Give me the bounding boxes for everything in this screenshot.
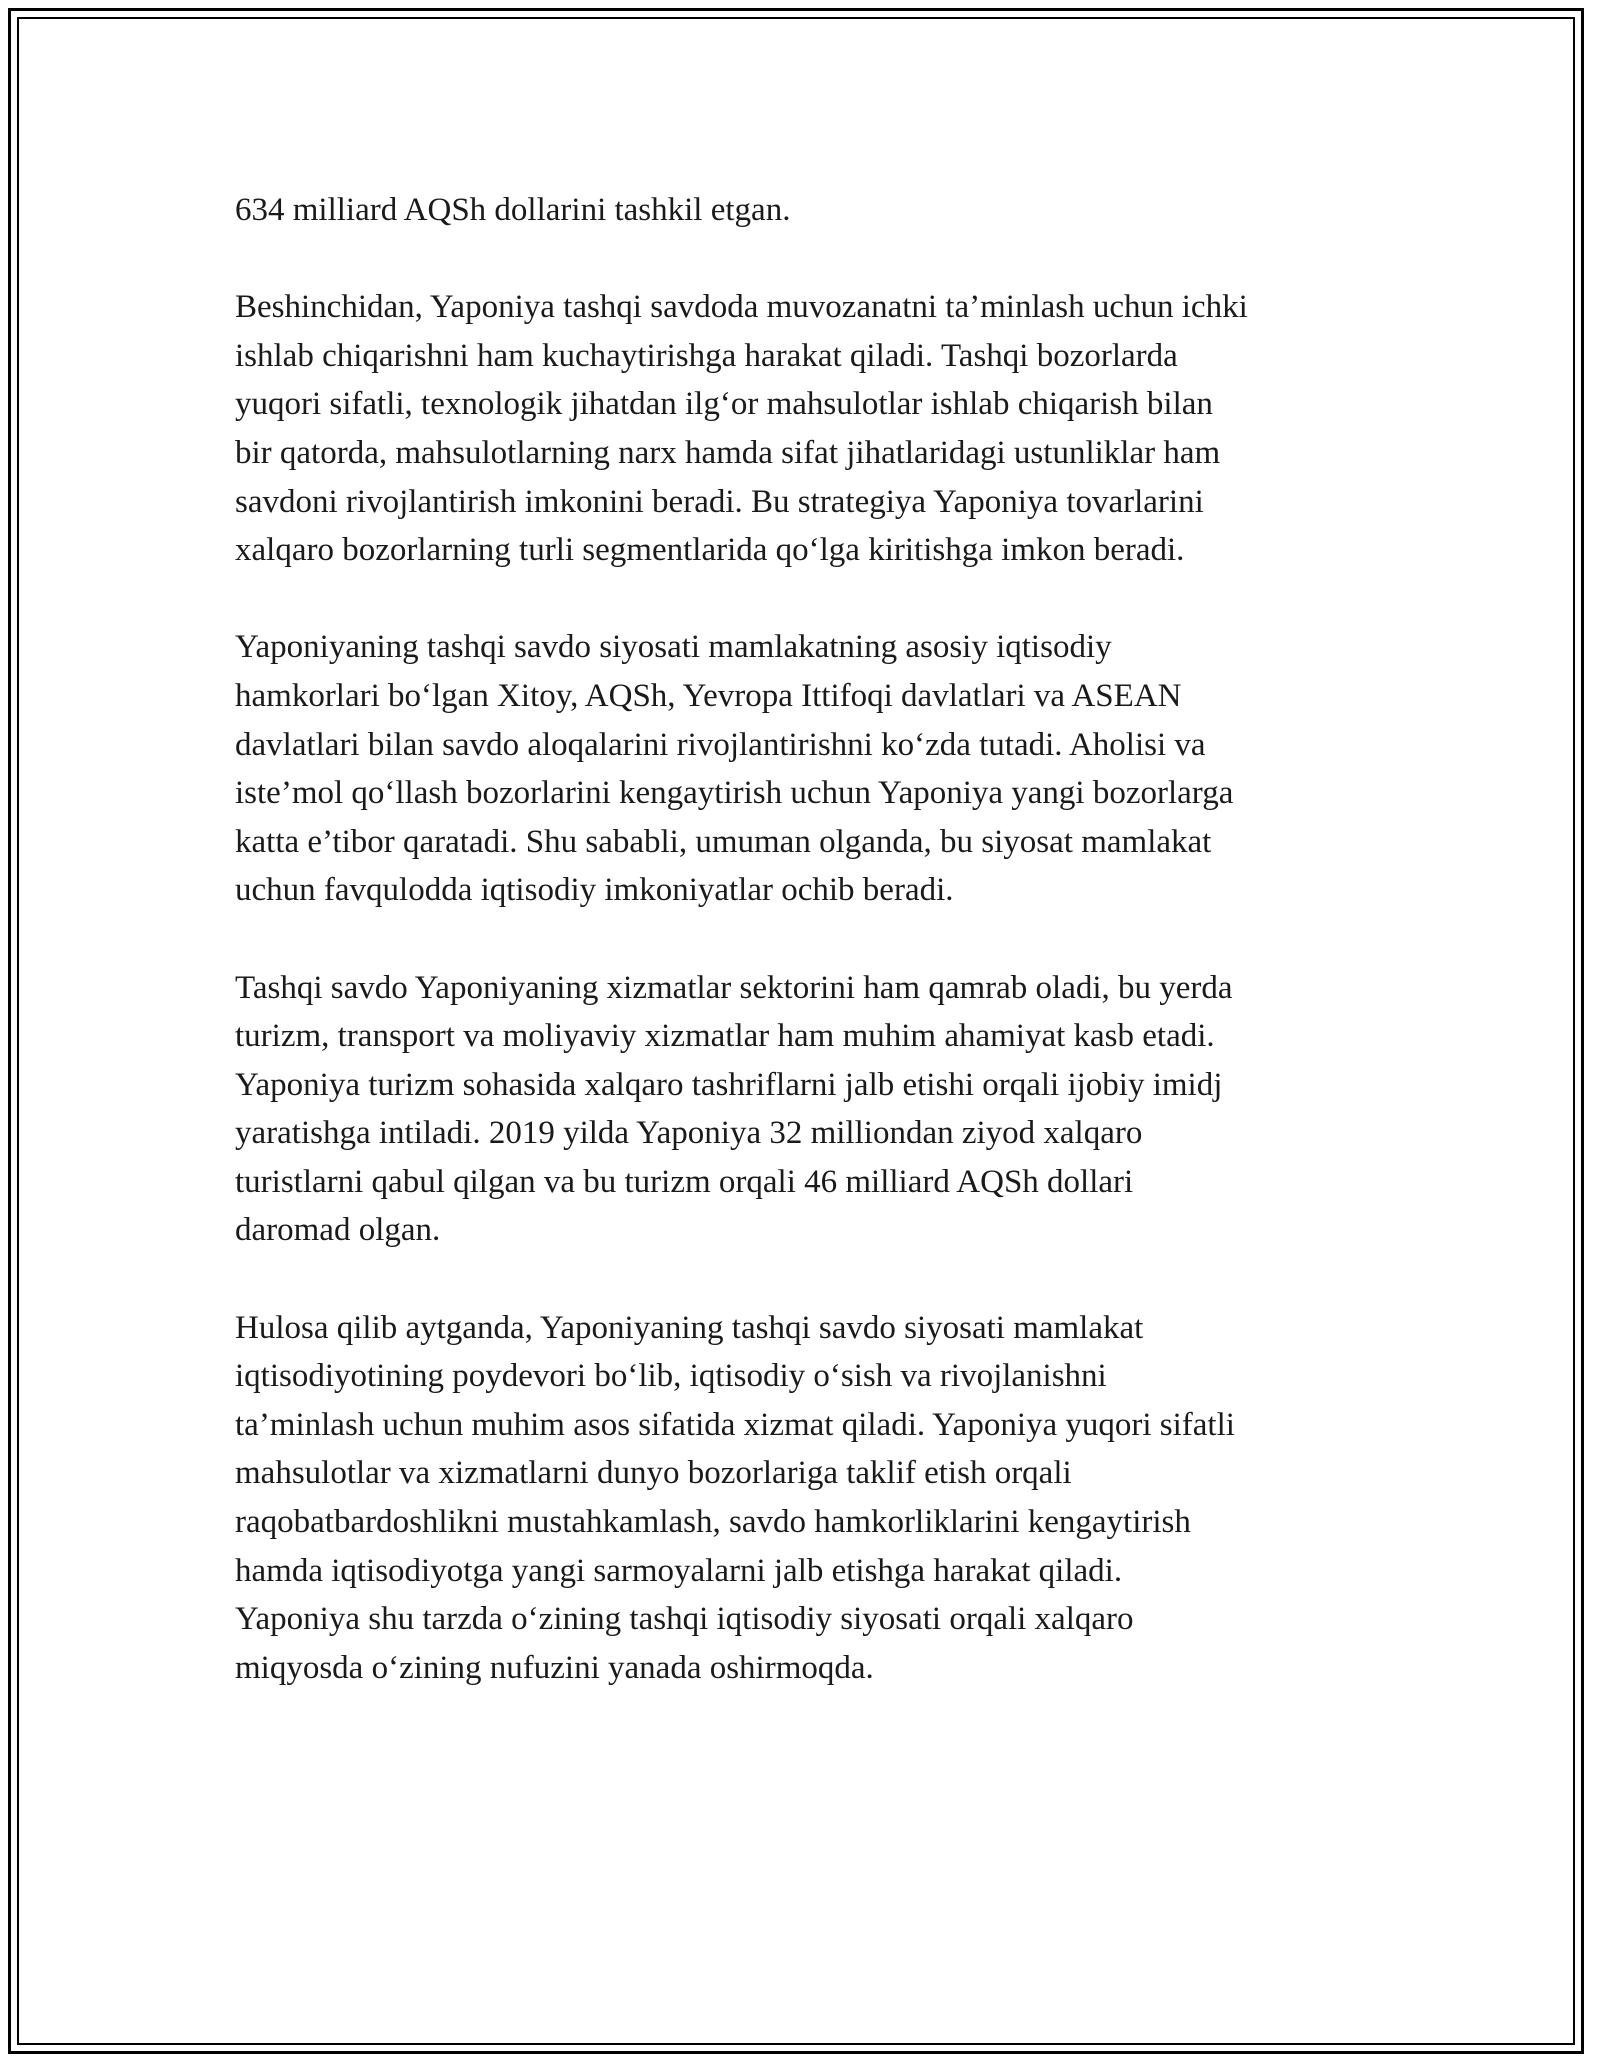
text-line: daromad olgan. bbox=[235, 1212, 441, 1249]
text-line: turistlarni qabul qilgan va bu turizm orqali 46 milliard AQSh dollari bbox=[235, 1163, 1134, 1200]
text-line: Beshinchidan, Yaponiya tashqi savdoda muvozanatni ta’minlash uchun ichki bbox=[235, 289, 1248, 326]
text-line: bir qatorda, mahsulotlarning narx hamda sifat jihatlaridagi ustunliklar ham bbox=[235, 434, 1221, 471]
paragraph-conclusion bbox=[235, 1304, 1385, 1693]
text-line: mahsulotlar va xizmatlarni dunyo bozorlariga taklif etish orqali bbox=[235, 1455, 1072, 1492]
text-line: Hulosa qilib aytganda, Yaponiyaning tashqi savdo siyosati mamlakat bbox=[235, 1309, 1144, 1346]
text-line: uchun favqulodda iqtisodiy imkoniyatlar ochib beradi. bbox=[235, 872, 954, 909]
text-line: iqtisodiyotining poydevori bo‘lib, iqtisodiy o‘sish va rivojlanishni bbox=[235, 1358, 1107, 1395]
paragraph-continuation bbox=[235, 186, 1385, 235]
text-line: Yaponiyaning tashqi savdo siyosati mamlakatning asosiy iqtisodiy bbox=[235, 629, 1112, 666]
paragraph-domestic-production bbox=[235, 283, 1385, 575]
text-line: yaratishga intiladi. 2019 yilda Yaponiya 32 milliondan ziyod xalqaro bbox=[235, 1115, 1143, 1152]
text-line: katta e’tibor qaratadi. Shu sababli, umuman olganda, bu siyosat mamlakat bbox=[235, 823, 1212, 860]
text-line: savdoni rivojlantirish imkonini beradi. Bu strategiya Yaponiya tovarlarini bbox=[235, 483, 1204, 520]
text-line: ta’minlash uchun muhim asos sifatida xizmat qiladi. Yaponiya yuqori sifatli bbox=[235, 1406, 1235, 1443]
text-line: raqobatbardoshlikni mustahkamlash, savdo hamkorliklarini kengaytirish bbox=[235, 1504, 1191, 1541]
text-line: davlatlari bilan savdo aloqalarini rivojlantirishni ko‘zda tutadi. Aholisi va bbox=[235, 726, 1206, 763]
text-line: hamda iqtisodiyotga yangi sarmoyalarni jalb etishga harakat qiladi. bbox=[235, 1552, 1123, 1589]
text-line: Yaponiya turizm sohasida xalqaro tashriflarni jalb etishi orqali ijobiy imidj bbox=[235, 1066, 1223, 1103]
text-line: Yaponiya shu tarzda o‘zining tashqi iqtisodiy siyosati orqali xalqaro bbox=[235, 1601, 1134, 1638]
text-line: miqyosda o‘zining nufuzini yanada oshirmoqda. bbox=[235, 1649, 874, 1686]
paragraph-services-tourism bbox=[235, 964, 1385, 1256]
document-body bbox=[235, 186, 1385, 1741]
text-line: ishlab chiqarishni ham kuchaytirishga harakat qiladi. Tashqi bozorlarda bbox=[235, 337, 1178, 374]
paragraph-trade-partners bbox=[235, 623, 1385, 915]
text-line: iste’mol qo‘llash bozorlarini kengaytirish uchun Yaponiya yangi bozorlarga bbox=[235, 775, 1234, 812]
text-line: xalqaro bozorlarning turli segmentlarida qo‘lga kiritishga imkon beradi. bbox=[235, 532, 1185, 569]
text-line: 634 milliard AQSh dollarini tashkil etgan. bbox=[235, 192, 791, 228]
text-line: hamkorlari bo‘lgan Xitoy, AQSh, Yevropa Ittifoqi davlatlari va ASEAN bbox=[235, 677, 1182, 714]
text-line: Tashqi savdo Yaponiyaning xizmatlar sektorini ham qamrab oladi, bu yerda bbox=[235, 969, 1233, 1006]
text-line: yuqori sifatli, texnologik jihatdan ilg‘or mahsulotlar ishlab chiqarish bilan bbox=[235, 386, 1213, 423]
text-line: turizm, transport va moliyaviy xizmatlar ham muhim ahamiyat kasb etadi. bbox=[235, 1018, 1215, 1055]
